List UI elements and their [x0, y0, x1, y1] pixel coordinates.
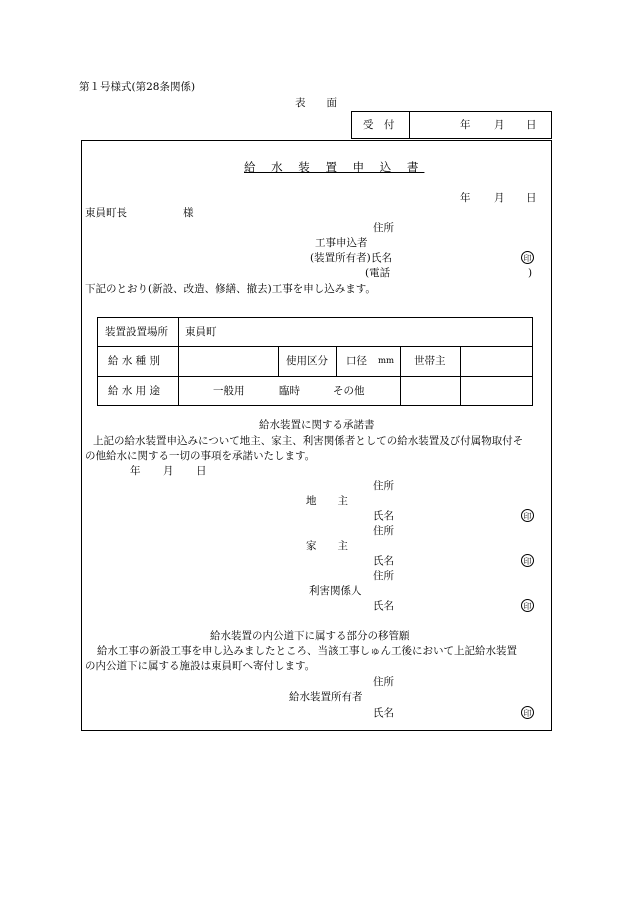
table-col-divider-3 [336, 346, 337, 376]
interested-seal: 印 [521, 599, 534, 612]
applicant-address-label: 住所 [373, 222, 394, 234]
landowner-seal: 印 [521, 509, 534, 522]
receipt-label: 受 付 [363, 119, 395, 131]
purpose-label: 給 水 用 途 [108, 385, 161, 397]
receipt-month: 月 [494, 119, 505, 131]
household-label: 世帯主 [414, 355, 446, 367]
caliber-label: 口径 [346, 355, 367, 367]
receipt-day: 日 [526, 119, 537, 131]
location-value: 東員町 [185, 326, 217, 338]
request-text: 下記のとおり(新設、改造、修繕、撤去)工事を申し込みます。 [85, 283, 376, 295]
receipt-year: 年 [460, 119, 471, 131]
consent-title: 給水装置に関する承諾書 [259, 419, 375, 431]
form-number: 第１号様式(第28条関係) [79, 81, 196, 93]
transfer-body-line1: 給水工事の新設工事を申し込みましたところ、当該工事しゅん工後において上記給水装置 [97, 645, 517, 657]
receipt-divider [409, 111, 410, 139]
usage-division-label: 使用区分 [286, 355, 328, 367]
consent-date-year: 年 [130, 465, 141, 477]
landowner-address-label: 住所 [373, 480, 394, 492]
seal-mark: 印 [521, 251, 534, 264]
consent-date-day: 日 [196, 465, 207, 477]
form-title: 給 水 装 置 申 込 書 [244, 160, 425, 174]
location-label: 装置設置場所 [105, 326, 168, 338]
owner-label: 給水装置所有者 [289, 691, 363, 703]
transfer-body-line2: の内公道下に属する施設は東員町へ寄付します。 [85, 660, 316, 672]
interested-name-label: 氏名 [373, 600, 394, 612]
consent-date-month: 月 [163, 465, 174, 477]
owner-address-label: 住所 [373, 676, 394, 688]
owner-name-label: 氏名 [373, 707, 394, 719]
addressee-honorific: 様 [183, 207, 194, 219]
caliber-unit: mm [378, 356, 395, 366]
table-col-divider-label [178, 317, 179, 406]
consent-body-line1: 上記の給水装置申込みについて地主、家主、利害関係者としての給水装置及び付属物取付そ [93, 435, 524, 447]
landlord-name-label: 氏名 [373, 555, 394, 567]
table-col-divider-5 [460, 346, 461, 406]
date-day: 日 [526, 192, 537, 204]
interested-party-label: 利害関係人 [309, 585, 362, 597]
landlord-address-label: 住所 [373, 525, 394, 537]
consent-body-line2: の他給水に関する一切の事項を承諾いたします。 [85, 450, 316, 462]
landlord-seal: 印 [521, 554, 534, 567]
landowner-label: 地 主 [306, 495, 348, 507]
applicant-role: 工事申込者 [315, 237, 368, 249]
table-row-divider-1 [97, 346, 533, 347]
interested-address-label: 住所 [373, 570, 394, 582]
side-label: 表 面 [295, 97, 337, 109]
addressee: 東員町長 [85, 207, 127, 219]
date-year: 年 [460, 192, 471, 204]
owner-seal: 印 [521, 706, 534, 719]
applicant-role-sub: (装置所有者) [310, 252, 371, 264]
date-month: 月 [494, 192, 505, 204]
landlord-label: 家 主 [306, 540, 348, 552]
purpose-general: 一般用 [213, 385, 245, 397]
type-label: 給 水 種 別 [108, 355, 161, 367]
applicant-name-label: 氏名 [371, 252, 392, 264]
table-col-divider-2 [278, 346, 279, 376]
applicant-phone-close: ) [528, 267, 533, 279]
table-col-divider-4 [400, 346, 401, 406]
table-row-divider-2 [97, 376, 533, 377]
purpose-other: その他 [333, 385, 365, 397]
transfer-title: 給水装置の内公道下に属する部分の移管願 [210, 630, 410, 642]
applicant-phone-open: (電話 [365, 267, 391, 279]
purpose-temporary: 臨時 [279, 385, 300, 397]
landowner-name-label: 氏名 [373, 510, 394, 522]
